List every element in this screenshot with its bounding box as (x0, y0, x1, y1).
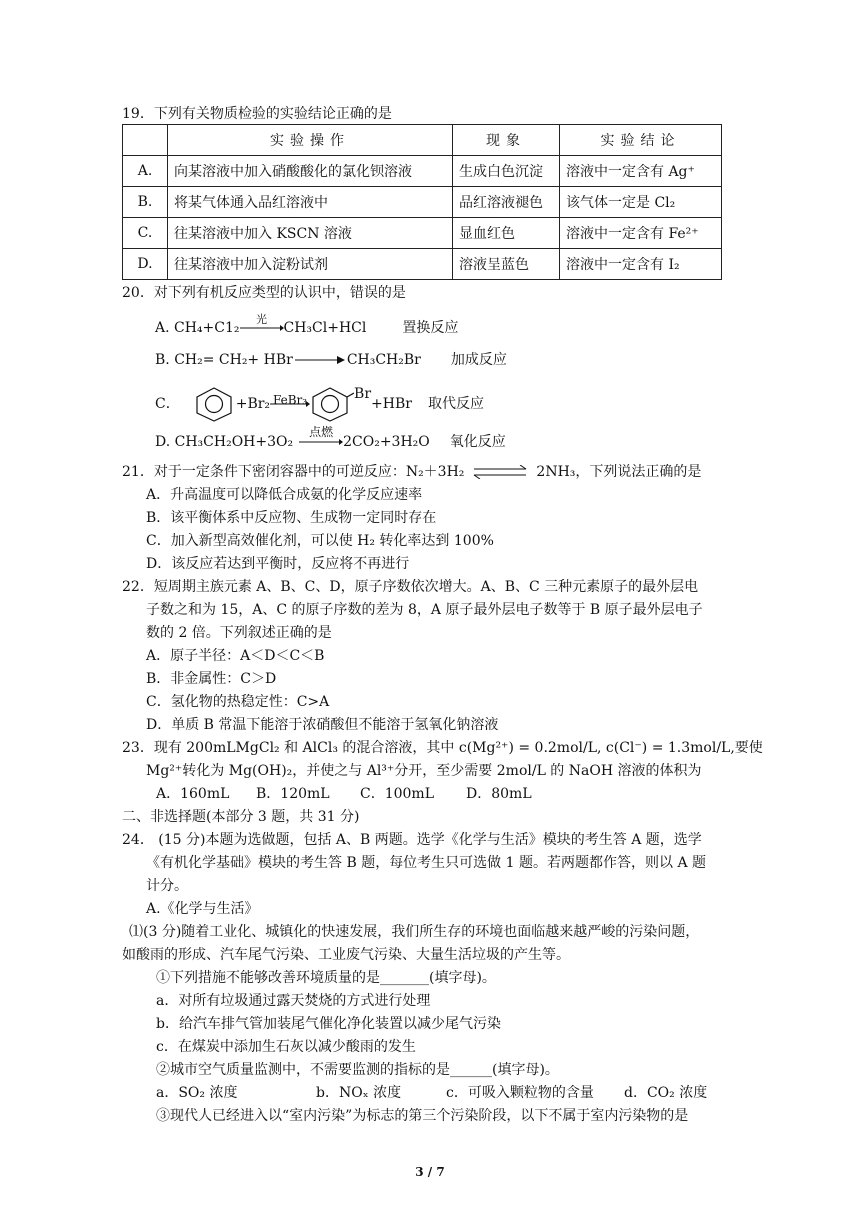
row-phenomenon: 生成白色沉淀 (453, 156, 560, 187)
q24-para1-line2: 如酸雨的形成、汽车尾气污染、工业废气污染、大量生活垃圾的产生等。 (122, 947, 570, 963)
products: +HBr (371, 396, 412, 412)
q23-stem-line2: Mg²⁺转化为 Mg(OH)₂，并使之与 Al³⁺分开，至少需要 2mol/L 的 NaOH 溶液的体积为 (146, 763, 702, 779)
reaction-type: 氧化反应 (449, 434, 506, 450)
q24-sub3: ③现代人已经进入以“室内污染”为标志的第三个污染阶段，以下不属于室内污染物的是 (156, 1108, 689, 1124)
q24-stem-line1: 24． (15 分)本题为选做题，包括 A、B 两题。选学《化学与生活》模块的考生答 A 题，选学 (122, 832, 702, 848)
q22-stem-line1: 22．短周期主族元素 A、B、C、D，原子序数依次增大。A、B、C 三种元素原子的最外层电 (122, 579, 699, 595)
arrow-condition: 点燃 (309, 425, 334, 439)
q22-option-b: B．非金属性：C＞D (146, 671, 277, 687)
page-number: 3 / 7 (415, 1165, 445, 1179)
q20-option-b (155, 350, 507, 370)
q21-option-a: A．升高温度可以降低合成氨的化学反应速率 (146, 487, 423, 503)
benzene-ring-icon (192, 386, 236, 422)
table-row (123, 249, 722, 280)
row-conclusion: 该气体一定是 Cl₂ (560, 187, 722, 218)
row-option: A. (123, 156, 168, 187)
q19-stem: 19．下列有关物质检验的实验结论正确的是 (122, 106, 392, 122)
row-conclusion: 溶液中一定含有 I₂ (560, 249, 722, 280)
q23-option-d: D．80mL (466, 786, 532, 802)
row-operation: 往某溶液中加入 KSCN 溶液 (168, 218, 453, 249)
row-option: C. (123, 218, 168, 249)
q23-option-c: C．100mL (360, 786, 435, 802)
row-phenomenon: 溶液呈蓝色 (453, 249, 560, 280)
row-option: D. (123, 249, 168, 280)
q24-part-a-title: A.《化学与生活》 (146, 901, 259, 917)
q23-option-b: B．120mL (256, 786, 330, 802)
header-operation: 实验操作 (168, 125, 453, 156)
q24-sub1-a: a．对所有垃圾通过露天焚烧的方式进行处理 (156, 993, 431, 1009)
header-conclusion: 实验结论 (560, 125, 722, 156)
q19-table (122, 124, 722, 280)
reaction-arrow (295, 356, 345, 364)
reactants: A. CH₄+C1₂ (155, 320, 240, 336)
q23-stem-line1: 23．现有 200mLMgCl₂ 和 AlCl₃ 的混合溶液，其中 c(Mg²⁺) = 0.2mol/L, c(Cl⁻) = 1.3mol/L,要使 (122, 740, 763, 756)
q22-stem-line2: 子数之和为 15，A、C 的原子序数的差为 8，A 原子最外层电子数等于 B 原子最外层电子 (146, 602, 703, 618)
stem-part: 21．对于一定条件下密闭容器中的可逆反应：N₂＋3H₂ (122, 464, 465, 480)
header-phenomenon: 现象 (453, 125, 560, 156)
q21-option-b: B．该平衡体系中反应物、生成物一定同时存在 (146, 510, 437, 526)
table-row (123, 218, 722, 249)
q24-sub1-c: c．在煤炭中添加生石灰以减少酸雨的发生 (156, 1039, 416, 1055)
benzene-ring-icon (310, 386, 354, 422)
q24-sub2-b: b．NOₓ 浓度 (316, 1085, 402, 1101)
row-phenomenon: 品红溶液褪色 (453, 187, 560, 218)
reaction-type: 加成反应 (450, 352, 507, 368)
arrow-condition: 光 (256, 313, 268, 326)
q22-option-d: D．单质 B 常温下能溶于浓硝酸但不能溶于氢氧化钠溶液 (146, 717, 499, 733)
row-operation: 向某溶液中加入硝酸酸化的氯化钡溶液 (168, 156, 453, 187)
arrow-condition: FeBr₃ (272, 393, 308, 407)
row-operation: 将某气体通入品红溶液中 (168, 187, 453, 218)
q22-option-c: C．氢化物的热稳定性：C>A (146, 694, 330, 710)
row-conclusion: 溶液中一定含有 Fe²⁺ (560, 218, 722, 249)
header-blank (123, 125, 168, 156)
q22-stem-line3: 数的 2 倍。下列叙述正确的是 (146, 625, 332, 641)
row-option: B. (123, 187, 168, 218)
reaction-arrow (240, 313, 284, 332)
q20-stem: 20．对下列有机反应类型的认识中，错误的是 (122, 285, 406, 301)
bromo-substituent: Br (354, 386, 372, 402)
q24-sub2-a: a．SO₂ 浓度 (156, 1085, 238, 1101)
q24-sub2-c: c．可吸入颗粒物的含量 (446, 1085, 594, 1101)
reactants: D. CH₃CH₂OH+3O₂ (155, 434, 294, 450)
q24-sub1-b: b．给汽车排气管加装尾气催化净化装置以减少尾气污染 (156, 1016, 501, 1032)
q21-stem (122, 462, 701, 482)
reactants: B. CH₂= CH₂+ HBr (155, 352, 293, 368)
row-operation: 往某溶液中加入淀粉试剂 (168, 249, 453, 280)
reaction-arrow (299, 425, 343, 446)
reaction-type: 取代反应 (427, 396, 484, 412)
q21-option-c: C．加入新型高效催化剂，可以使 H₂ 转化率达到 100% (146, 533, 494, 549)
q24-para1-line1: ⑴(3 分)随着工业化、城镇化的快速发展，我们所生存的环境也面临越来越严峻的污染问题， (129, 924, 700, 940)
q24-stem-line3: 计分。 (146, 878, 188, 894)
products: CH₃Cl+HCl (283, 320, 367, 336)
reaction-arrow (270, 393, 310, 408)
q20-option-c (155, 386, 484, 422)
q24-sub1: ①下列措施不能够改善环境质量的是_______(填字母)。 (156, 970, 496, 986)
row-phenomenon: 显血红色 (453, 218, 560, 249)
table-row (123, 187, 722, 218)
products: CH₃CH₂Br (346, 352, 421, 368)
section-heading: 二、非选择题(本部分 3 题，共 31 分) (122, 809, 360, 825)
equilibrium-arrow-icon (470, 465, 530, 479)
q20-option-d (155, 425, 506, 452)
q24-stem-line2: 《有机化学基础》模块的考生答 B 题，每位考生只可选做 1 题。若两题都作答，则以 A 题 (146, 855, 707, 871)
row-conclusion: 溶液中一定含有 Ag⁺ (560, 156, 722, 187)
stem-part: 2NH₃，下列说法正确的是 (536, 464, 702, 480)
products: 2CO₂+3H₂O (343, 434, 430, 450)
reaction-type: 置换反应 (402, 320, 459, 336)
q21-option-d: D．该反应若达到平衡时，反应将不再进行 (146, 556, 410, 572)
q22-option-a: A．原子半径：A＜D＜C＜B (146, 648, 325, 664)
table-row (123, 156, 722, 187)
q20-option-a (155, 313, 459, 338)
q23-option-a: A．160mL (156, 786, 230, 802)
reactant-bromine: +Br₂ (235, 396, 271, 412)
q24-sub2: ②城市空气质量监测中，不需要监测的指标的是______(填字母)。 (156, 1062, 559, 1078)
q24-sub2-d: d．CO₂ 浓度 (624, 1085, 708, 1101)
option-label: C． (155, 396, 180, 412)
